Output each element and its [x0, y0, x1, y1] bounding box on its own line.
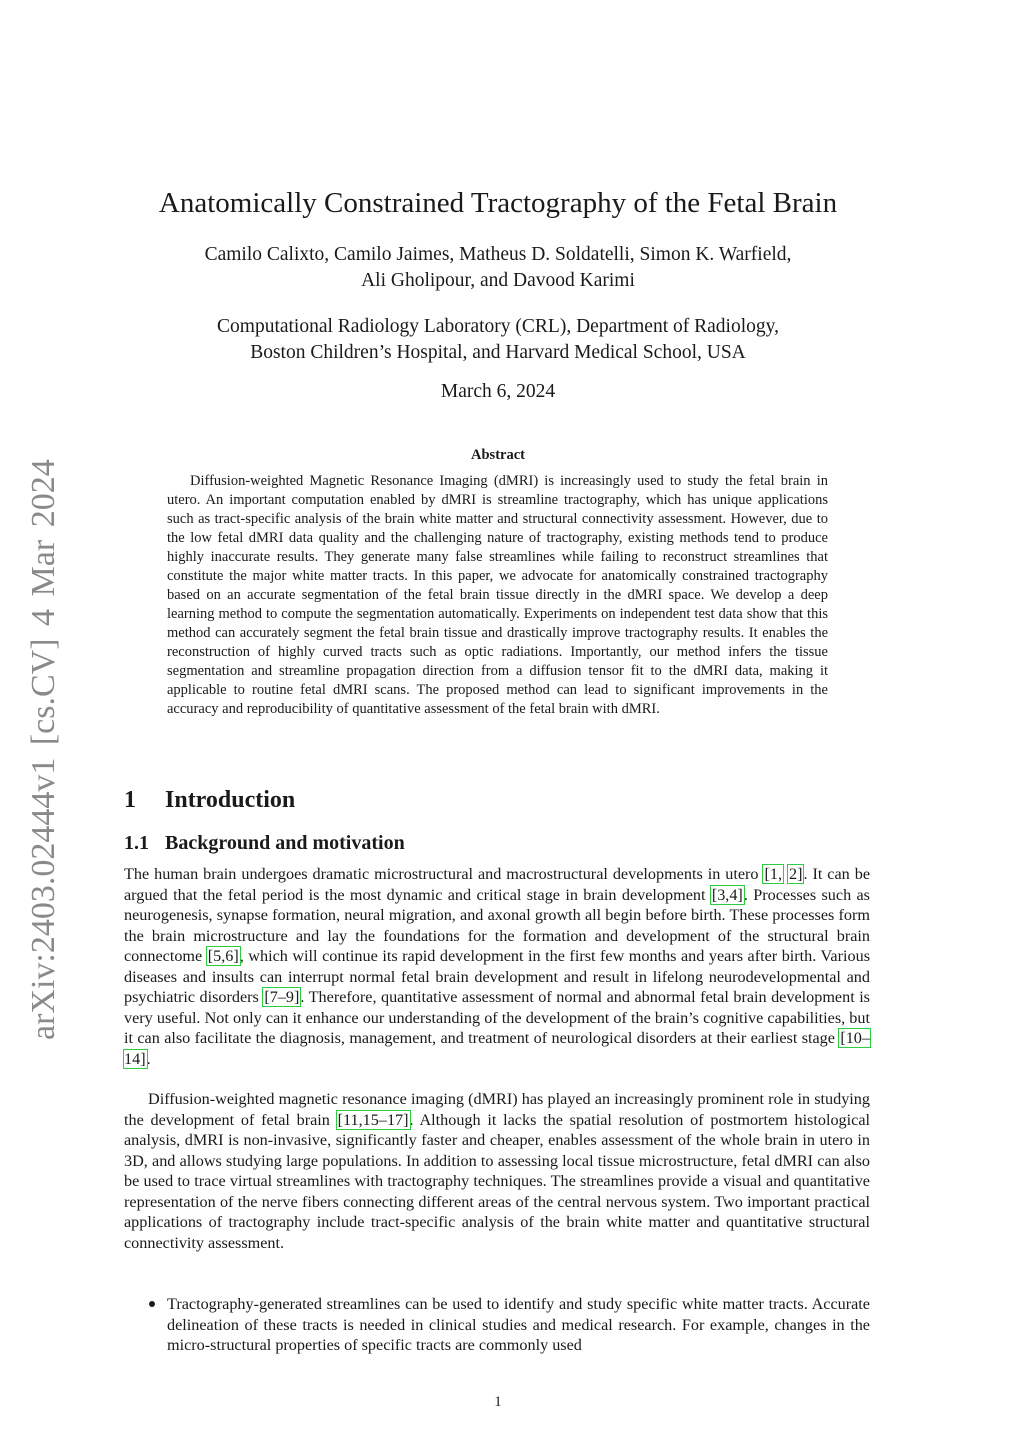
page-number: 1: [494, 1394, 502, 1410]
author-line-1: Camilo Calixto, Camilo Jaimes, Matheus D. Soldatelli, Simon K. Warfield,: [204, 244, 792, 265]
author-line-2: Ali Gholipour, and Davood Karimi: [361, 270, 635, 291]
affiliation-line-2: Boston Children’s Hospital, and Harvard Medical School, USA: [250, 342, 746, 363]
para2-text-1: Diffusion-weighted magnetic resonance imaging (dMRI) has played an increasingly prominent role in studying the development of fetal brain: [124, 1090, 870, 1129]
subsection-number: 1.1: [124, 832, 149, 854]
citation-link[interactable]: [3,4]: [711, 885, 743, 904]
bullet-icon: [149, 1301, 155, 1307]
citation-link[interactable]: [11,15–17]: [337, 1110, 409, 1129]
subsection-heading-background: [124, 829, 405, 857]
abstract-heading: Abstract: [471, 447, 525, 463]
intro-paragraph-1: [124, 864, 870, 1069]
subsection-title: Background and motivation: [165, 832, 405, 854]
list-item-text: Tractography-generated streamlines can be used to identify and study specific white matter tracts. Accurate delineation of these tracts is needed in clinical studies and medical research. For example, changes in the micro-structural properties of specific tracts are commonly used: [167, 1295, 870, 1354]
para1-text-1: The human brain undergoes dramatic microstructural and macrostructural developments in utero: [124, 865, 764, 883]
para1-text-4: , which will continue its rapid development in the first few months and years after birth. Various diseases and insults can interrupt normal fetal brain development and result in lifelong neurodevelopmental and psychiatric disorders: [124, 947, 870, 1006]
abstract-text: Diffusion-weighted Magnetic Resonance Imaging (dMRI) is increasingly used to study the fetal brain in utero. An important computation enabled by dMRI is streamline tractography, which has unique applications such as tract-specific analysis of the brain white matter and structural connectivity assessment. However, due to the low fetal dMRI data quality and the challenging nature of tractography, existing methods tend to produce highly inaccurate results. They generate many false streamlines while failing to reconstruct streamlines that constitute the major white matter tracts. In this paper, we advocate for anatomically constrained tractography based on an accurate segmentation of the fetal brain tissue directly in the dMRI space. We develop a deep learning method to compute the segmentation automatically. Experiments on independent test data show that this method can accurately segment the fetal brain tissue and drastically improve tractography results. It enables the reconstruction of highly curved tracts such as optic radiations. Importantly, our method infers the tissue segmentation and streamline propagation direction from a diffusion tensor fit to the dMRI data, making it applicable to routine fetal dMRI scans. The proposed method can lead to significant improvements in the accuracy and reproducibility of quantitative assessment of the fetal brain with dMRI.: [167, 473, 828, 717]
section-title: Introduction: [165, 787, 296, 813]
applications-list: [124, 1294, 870, 1356]
para1-text-2: . It can be argued that the fetal period is the most dynamic and critical stage in brain development: [124, 865, 870, 904]
para1-text-3: . Processes such as neurogenesis, synapse formation, neural migration, and axonal growth all begin before birth. These processes form the brain microstructure and lay the foundations for the formation and development of the structural brain connectome: [124, 885, 870, 965]
affiliation-line-1: Computational Radiology Laboratory (CRL), Department of Radiology,: [217, 316, 779, 337]
affiliation: [100, 314, 896, 366]
citation-link[interactable]: [1,: [764, 865, 782, 883]
intro-paragraph-2: [124, 1089, 870, 1253]
para2-text-2: . Although it lacks the spatial resolution of postmortem histological analysis, dMRI is non-invasive, significantly faster and cheaper, enables assessment of the whole brain in utero in 3D, and allows studying large populations. In addition to assessing local tissue microstructure, fetal dMRI can also be used to trace virtual streamlines with tractography techniques. The streamlines provide a visual and quantitative representation of the nerve fibers connecting different areas of the central nervous system. Two important practical applications of tractography include tract-specific analysis of the brain white matter and quantitative structural connectivity assessment.: [124, 1110, 871, 1252]
para1-text-5: . Therefore, quantitative assessment of normal and abnormal fetal brain development is very useful. Not only can it enhance our understanding of the development of the brain’s cognitive capabilities, but it can also facilitate the diagnosis, management, and treatment of neurological disorders at their earliest stage: [124, 988, 870, 1047]
arxiv-identifier-stamp[interactable]: arXiv:2403.02444v1 [cs.CV] 4 Mar 2024: [25, 459, 62, 1040]
section-heading-introduction: [124, 784, 295, 816]
para1-text-6: .: [146, 1049, 151, 1068]
list-item: [124, 1294, 870, 1356]
citation-link[interactable]: [5,6]: [207, 947, 239, 965]
section-number: 1: [124, 787, 136, 813]
citation-link[interactable]: 2]: [788, 865, 803, 883]
paper-title: Anatomically Constrained Tractography of the Fetal Brain: [158, 187, 838, 219]
publication-date: March 6, 2024: [440, 381, 556, 402]
citation-link[interactable]: [10–14]: [124, 1029, 870, 1068]
citation-link[interactable]: [7–9]: [264, 988, 300, 1006]
author-list: [100, 242, 896, 294]
